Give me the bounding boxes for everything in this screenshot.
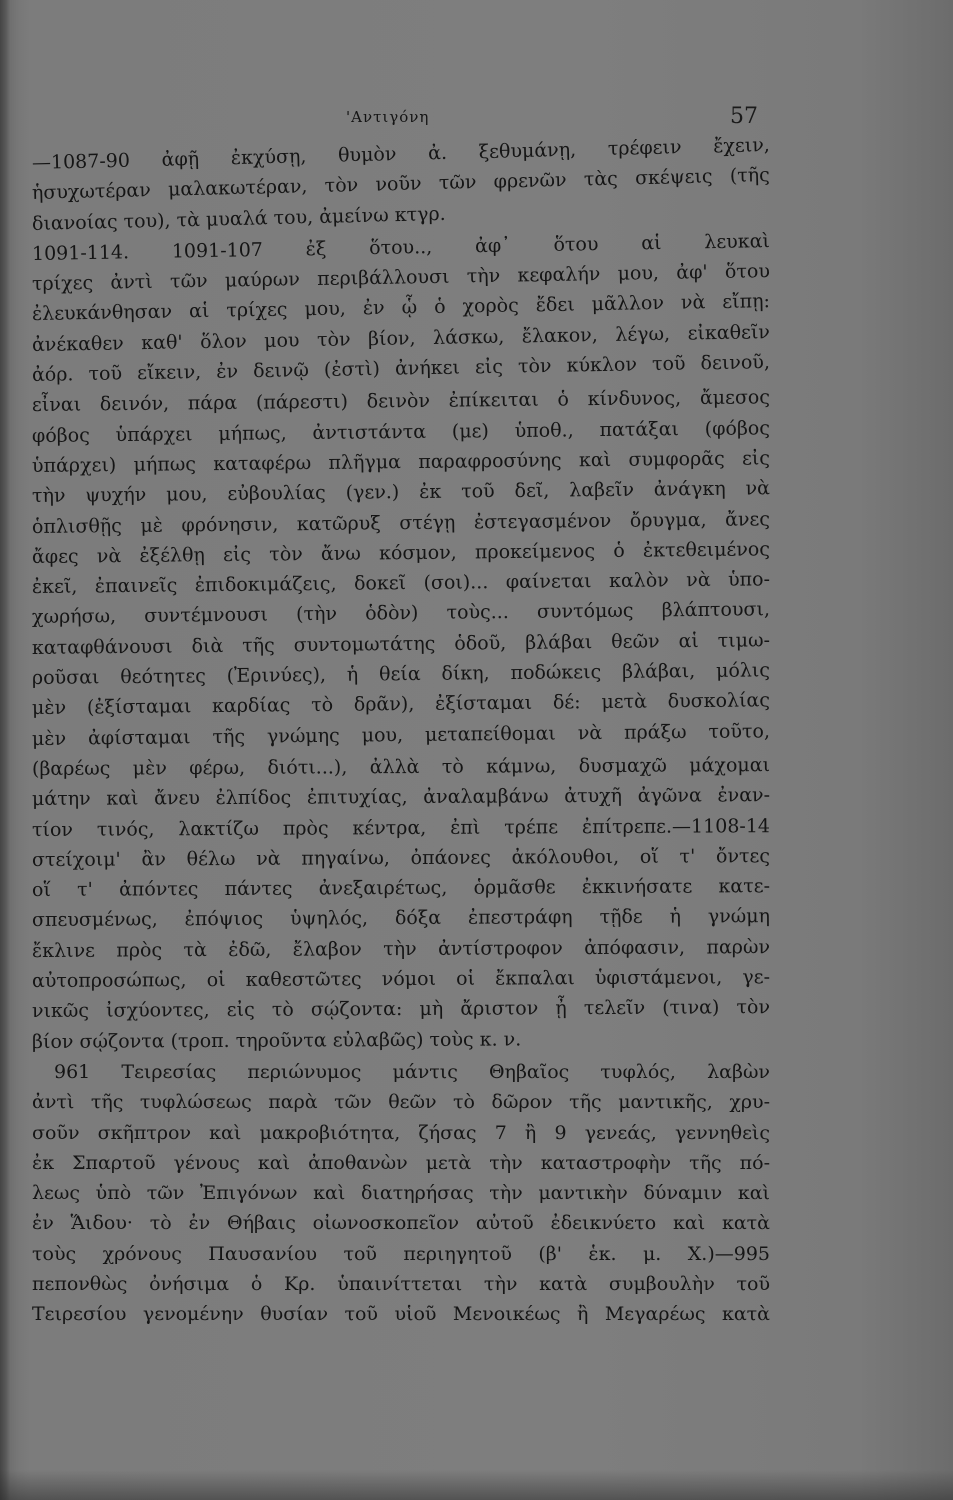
text-line: στείχοιμ' ἂν θέλω νὰ πηγαίνω, ὀπάονες ἀκόλουθοι, οἵ τ' ὄντες bbox=[31, 844, 771, 871]
text-line: καταφθάνουσι διὰ τῆς συντομωτάτης ὁδοῦ, βλάβαι θεῶν αἱ τιμω- bbox=[31, 629, 771, 659]
text-line: μὲν (ἐξίσταμαι καρδίας τὸ δρᾶν), ἐξίσταμαι δέ: μετὰ δυσκολίας bbox=[31, 689, 771, 720]
running-head bbox=[0, 102, 953, 132]
text-line: τοὺς χρόνους Παυσανίου τοῦ περιηγητοῦ (β' ἑκ. μ. Χ.)—995 bbox=[32, 1242, 770, 1265]
text-line: μὲν ἀφίσταμαι τῆς γνώμης μου, μεταπείθομαι νὰ πράξω τοῦτο, bbox=[31, 719, 771, 750]
text-line: πεπονθὼς ὀνήσιμα ὁ Κρ. ὑπαινίττεται τὴν κατὰ συμβουλὴν τοῦ bbox=[32, 1272, 770, 1295]
text-line: ἐν Ἅιδου· τὸ ἐν Θήβαις οἰωνοσκοπεῖον αὐτοῦ ἐδεικνύετο καὶ κατὰ bbox=[32, 1212, 770, 1235]
text-line: τρίχες ἀντὶ τῶν μαύρων περιβάλλουσι τὴν κεφαλήν μου, ἀφ' ὅτου bbox=[31, 260, 771, 296]
page-number: 57 bbox=[730, 104, 758, 129]
text-line: Τειρεσίου γενομένην θυσίαν τοῦ υἱοῦ Μενοικέως ἢ Μεγαρέως κατὰ bbox=[32, 1303, 770, 1326]
text-line: ἐκεῖ, ἐπαινεῖς ἐπιδοκιμάζεις, δοκεῖ (σοι)... φαίνεται καλὸν νὰ ὑπο- bbox=[31, 568, 771, 599]
text-line: —1087-90 ἀφῇ ἐκχύσῃ, θυμὸν ἀ. ξεθυμάνῃ, τρέφειν ἔχειν, bbox=[31, 133, 771, 174]
text-line: ἐλευκάνθησαν αἱ τρίχες μου, ἐν ᾧ ὁ χορὸς ἔδει μᾶλλον νὰ εἴπῃ: bbox=[31, 290, 771, 326]
text-line: ἡσυχωτέραν μαλακωτέραν, τὸν νοῦν τῶν φρενῶν τὰς σκέψεις (τῆς bbox=[31, 164, 771, 205]
text-line: χωρήσω, συντέμνουσι (τὴν ὁδὸν) τοὺς... συντόμως βλάπτουσι, bbox=[31, 598, 771, 629]
text-line: ἀόρ. τοῦ εἴκειν, ἐν δεινῷ (ἐστὶ) ἀνήκει εἰς τὸν κύκλον τοῦ δεινοῦ, bbox=[31, 351, 771, 387]
text-line: λεως ὑπὸ τῶν Ἐπιγόνων καὶ διατηρήσας τὴν μαντικὴν δύναμιν καὶ bbox=[32, 1182, 770, 1205]
text-line: οἵ τ' ἀπόντες πάντες ἀνεξαιρέτως, ὁρμᾶσθε ἐκκινήσατε κατε- bbox=[31, 875, 771, 902]
text-line: διανοίας του), τὰ μυαλά του, ἀμείνω κτγρ. bbox=[31, 202, 446, 235]
text-line: ὁπλισθῇς μὲ φρόνησιν, κατῶρυξ στέγῃ ἐστεγασμένον ὄρυγμα, ἄνες bbox=[31, 507, 771, 538]
text-line: ροῦσαι θεότητες (Ἐρινύες), ἡ θεία δίκη, ποδώκεις βλάβαι, μόλις bbox=[31, 659, 771, 690]
text-line: ὑπάρχει) μήπως καταφέρω πλῆγμα παραφροσύνης καὶ συμφορᾶς εἰς bbox=[31, 447, 771, 477]
text-line: σπευσμένως, ἐπόψιος ὑψηλός, δόξα ἐπεστράφη τῇδε ἡ γνώμη bbox=[31, 905, 771, 932]
text-line: φόβος ὑπάρχει μήπως, ἀντιστάντα (με) ὑποθ., πατάξαι (φόβος bbox=[31, 416, 771, 447]
text-line: ἐκ Σπαρτοῦ γένους καὶ ἀποθανὼν μετὰ τὴν καταστροφὴν τῆς πό- bbox=[32, 1151, 770, 1174]
text-line: εἶναι δεινόν, πάρα (πάρεστι) δεινὸν ἐπίκειται ὁ κίνδυνος, ἄμεσος bbox=[31, 386, 771, 417]
text-line: τίον τινός, λακτίζω πρὸς κέντρα, ἐπὶ τρέπε ἐπίτρεπε.—1108-14 bbox=[31, 814, 771, 841]
text-line: τὴν ψυχήν μου, εὐβουλίας (γεν.) ἐκ τοῦ δεῖ, λαβεῖν ἀνάγκη νὰ bbox=[31, 477, 771, 508]
paragraph-start-line: 961 Τειρεσίας περιώνυμος μάντις Θηβαῖος τυφλός, λαβὼν bbox=[54, 1060, 770, 1083]
text-line: ἔκλινε πρὸς τὰ ἐδῶ, ἔλαβον τὴν ἀντίστροφον ἀπόφασιν, παρὼν bbox=[31, 935, 771, 962]
section-heading-line: 1091-114. 1091-107 ἐξ ὅτου.., ἀφ᾽ ὅτου αἱ λευκαὶ bbox=[31, 230, 771, 265]
commentary-text bbox=[31, 133, 771, 1330]
text-line: ἀνέκαθεν καθ' ὅλον μου τὸν βίον, λάσκω, ἔλακον, λέγω, εἰκαθεῖν bbox=[31, 320, 771, 356]
text-line: αὐτοπροσώπως, οἱ καθεστῶτες νόμοι οἱ ἔκπαλαι ὑφιστάμενοι, γε- bbox=[31, 966, 771, 993]
text-line: σοῦν σκῆπτρον καὶ μακροβιότητα, ζήσας 7 ἢ 9 γενεάς, γεννηθεὶς bbox=[32, 1121, 770, 1144]
running-title: 'Αντιγόνη bbox=[346, 108, 430, 126]
text-line: (βαρέως μὲν φέρω, διότι...), ἀλλὰ τὸ κάμνω, δυσμαχῶ μάχομαι bbox=[31, 754, 771, 780]
text-line: ἄφες νὰ ἐξέλθῃ εἰς τὸν ἄνω κόσμον, προκείμενος ὁ ἐκτεθειμένος bbox=[31, 538, 771, 568]
text-line: νικῶς ἰσχύοντες, εἰς τὸ σῴζοντα: μὴ ἄριστον ᾖ τελεῖν (τινα) τὸν bbox=[31, 996, 771, 1023]
text-line: ἀντὶ τῆς τυφλώσεως παρὰ τῶν θεῶν τὸ δῶρον τῆς μαντικῆς, χρυ- bbox=[32, 1091, 770, 1114]
text-line: μάτην καὶ ἄνευ ἐλπίδος ἐπιτυχίας, ἀναλαμβάνω ἀτυχῆ ἀγῶνα ἐναν- bbox=[31, 784, 771, 811]
text-line: βίον σῴζοντα (τροπ. τηροῦντα εὐλαβῶς) τοὺς κ. ν. bbox=[31, 1028, 522, 1053]
